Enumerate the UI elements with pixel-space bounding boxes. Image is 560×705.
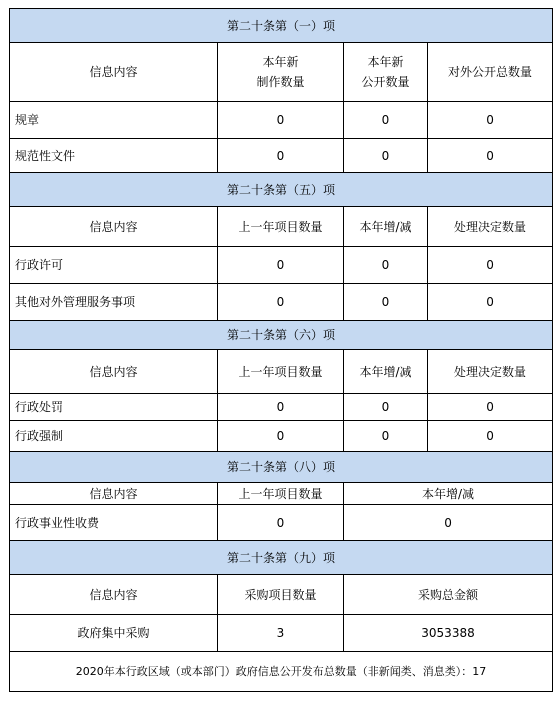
table-row xyxy=(10,247,553,284)
column-header: 上一年项目数量 xyxy=(218,483,344,505)
column-header: 上一年项目数量 xyxy=(218,350,344,394)
cell-value: 3 xyxy=(218,615,344,652)
cell-value: 0 xyxy=(428,421,553,452)
cell-value: 0 xyxy=(344,102,428,139)
column-header: 信息内容 xyxy=(10,483,218,505)
row-label: 规章 xyxy=(10,102,218,139)
cell-value: 0 xyxy=(428,102,553,139)
column-header-row xyxy=(10,350,553,394)
column-header: 采购总金额 xyxy=(344,575,553,615)
table-row xyxy=(10,394,553,421)
cell-value: 0 xyxy=(218,139,344,173)
cell-value: 0 xyxy=(218,505,344,541)
section-header-row xyxy=(10,541,553,575)
column-header: 本年增/减 xyxy=(344,483,553,505)
row-label: 规范性文件 xyxy=(10,139,218,173)
cell-value: 0 xyxy=(218,421,344,452)
info-disclosure-table xyxy=(9,8,553,692)
row-label: 行政处罚 xyxy=(10,394,218,421)
table-row xyxy=(10,284,553,321)
cell-value: 0 xyxy=(344,284,428,321)
section-header-row xyxy=(10,452,553,483)
cell-value: 0 xyxy=(428,247,553,284)
row-label: 其他对外管理服务事项 xyxy=(10,284,218,321)
cell-value: 0 xyxy=(428,394,553,421)
section-title: 第二十条第（八）项 xyxy=(10,452,553,483)
table-row xyxy=(10,421,553,452)
section-title: 第二十条第（九）项 xyxy=(10,541,553,575)
column-header-row xyxy=(10,43,553,102)
cell-value: 0 xyxy=(344,139,428,173)
column-header-row xyxy=(10,207,553,247)
column-header: 对外公开总数量 xyxy=(428,43,553,102)
table-row xyxy=(10,102,553,139)
column-header: 信息内容 xyxy=(10,207,218,247)
column-header: 上一年项目数量 xyxy=(218,207,344,247)
column-header: 处理决定数量 xyxy=(428,207,553,247)
table-row xyxy=(10,505,553,541)
cell-value: 0 xyxy=(344,247,428,284)
section-header-row xyxy=(10,9,553,43)
cell-value: 0 xyxy=(344,505,553,541)
column-header-row xyxy=(10,483,553,505)
section-title: 第二十条第（五）项 xyxy=(10,173,553,207)
column-header-line: 本年新 xyxy=(367,55,404,69)
column-header-line: 公开数量 xyxy=(361,75,410,89)
table-row xyxy=(10,615,553,652)
column-header: 信息内容 xyxy=(10,575,218,615)
row-label: 政府集中采购 xyxy=(10,615,218,652)
column-header xyxy=(344,43,428,102)
cell-value: 0 xyxy=(344,421,428,452)
section-title: 第二十条第（六）项 xyxy=(10,321,553,350)
footer-total-text: 2020年本行政区域（或本部门）政府信息公开发布总数量（非新闻类、消息类）：17 xyxy=(10,652,553,692)
column-header: 信息内容 xyxy=(10,350,218,394)
section-title: 第二十条第（一）项 xyxy=(10,9,553,43)
column-header: 本年增/减 xyxy=(344,350,428,394)
cell-value: 0 xyxy=(344,394,428,421)
column-header xyxy=(218,43,344,102)
column-header: 本年增/减 xyxy=(344,207,428,247)
cell-value: 0 xyxy=(218,394,344,421)
column-header-line: 制作数量 xyxy=(256,75,305,89)
cell-value: 0 xyxy=(428,139,553,173)
row-label: 行政许可 xyxy=(10,247,218,284)
row-label: 行政强制 xyxy=(10,421,218,452)
column-header-row xyxy=(10,575,553,615)
section-header-row xyxy=(10,321,553,350)
column-header: 采购项目数量 xyxy=(218,575,344,615)
column-header: 信息内容 xyxy=(10,43,218,102)
column-header: 处理决定数量 xyxy=(428,350,553,394)
cell-value: 0 xyxy=(218,284,344,321)
section-header-row xyxy=(10,173,553,207)
cell-value: 3053388 xyxy=(344,615,553,652)
row-label: 行政事业性收费 xyxy=(10,505,218,541)
cell-value: 0 xyxy=(428,284,553,321)
column-header-line: 本年新 xyxy=(262,55,299,69)
table-row xyxy=(10,139,553,173)
cell-value: 0 xyxy=(218,102,344,139)
footer-row xyxy=(10,652,553,692)
cell-value: 0 xyxy=(218,247,344,284)
